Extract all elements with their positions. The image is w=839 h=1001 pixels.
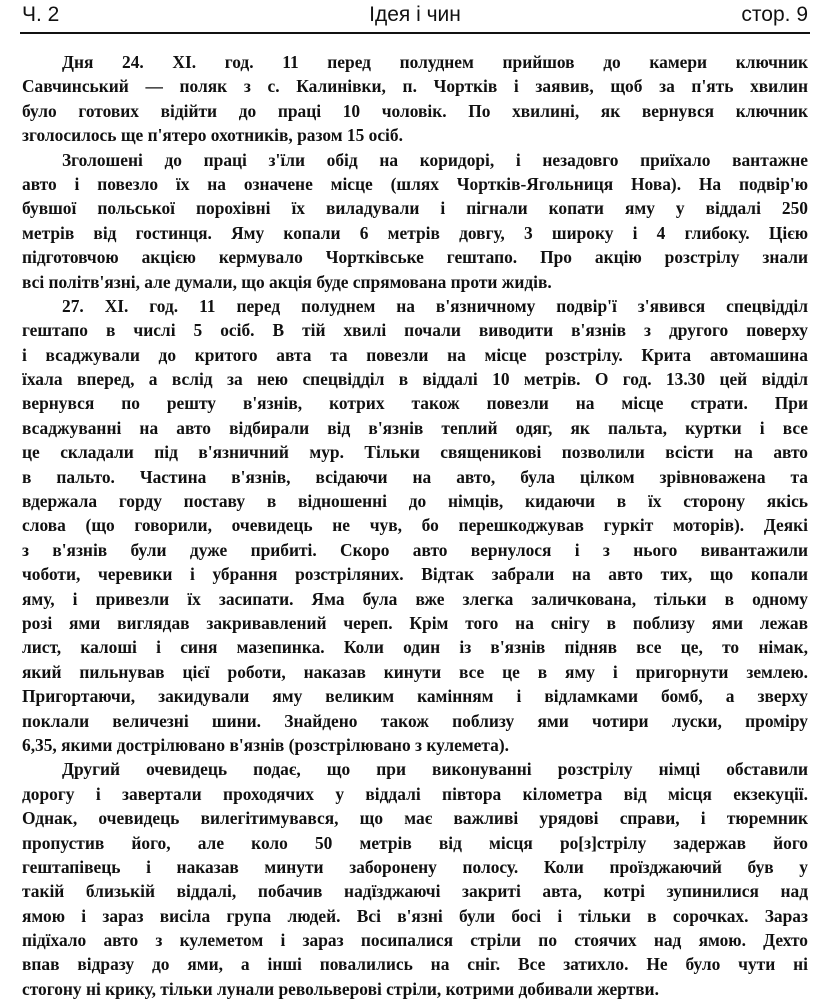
paragraph-4-line: дорогу і завертали проходячих у віддалі півтора кілометра від місця екзекуції. [22,783,808,804]
paragraph-3-line: слова (що говорили, очевидець не чув, бо перешкоджував гуркіт моторів). Деякі [22,515,808,536]
paragraph-3-line: їхала вперед, а вслід за нею спецвідділ в віддалі 10 метрів. О год. 13.30 цей відділ [22,369,808,390]
paragraph-1-line: зголосилось ще п'ятеро охотників, разом 15 осіб. [22,125,403,146]
paragraph-3-line: вдержала горду поставу в відношенні до німців, кидаючи в їх сторону якісь [22,491,808,512]
part-number: Ч. 2 [22,3,60,26]
header-rule [20,32,810,34]
paragraph-2-line: бувшої польської порохівні їх виладували і пігнали копати яму у віддалі 250 [22,198,808,219]
paragraph-2-line: метрів від гостинця. Яму копали 6 метрів довгу, 3 широку і 4 глибоку. Цією [22,222,808,243]
paragraph-2-line: всі політв'язні, але думали, що акція буде спрямована проти жидів. [22,271,552,292]
page-number: стор. 9 [741,3,808,26]
paragraph-3-line: яму, і привезли їх засипати. Яма була вже злегка заличкована, тільки в одному [22,588,808,609]
paragraph-3-line: всаджуванні на авто відбирали від в'язнів теплий одяг, як пальта, куртки і все [22,417,808,438]
paragraph-3-line: 27. XI. год. 11 перед полуднем на в'язничному подвір'ї з'явився спецвідділ [62,295,808,316]
paragraph-4-line: такій близькій віддалі, побачив надїзджаючі закриті авта, котрі зупинилися над [22,881,808,902]
paragraph-4-line: пропустив його, але коло 50 метрів від місця ро[з]стрілу задержав його [22,832,808,853]
paragraph-3-line: який пильнував цієї роботи, наказав кинути все це в яму і пригорнути землею. [22,661,808,682]
paragraph-3-line: вернувся по решту в'язнів, котрих також повезли на місце страти. При [22,393,808,414]
paragraph-3-line: гештапо в числі 5 осіб. В тій хвилі почали виводити в'язнів з другого поверху [22,320,808,341]
page-header [22,0,808,30]
paragraph-4-line: ямою і зараз висіла група людей. Всі в'язні були босі і тільки в сорочках. Зараз [22,905,808,926]
paragraph-1-line: було готових відійти до праці 10 чоловік. По хвилині, як вернувся ключник [22,100,808,121]
paragraph-3-line: поклали величезні шини. Знайдено також поблизу ями чотири луски, проміру [22,710,808,731]
paragraph-4-line: Другий очевидець подає, що при виконуванні розстрілу німці обставили [62,759,808,780]
running-title: Ідея і чин [369,3,461,26]
paragraph-3-line: 6,35, якими дострілювано в'язнів (розстрілювано з кулемета). [22,734,509,755]
paragraph-2-line: Зголошені до праці з'їли обід на коридорі, і незадовго приїхало вантажне [62,149,808,170]
paragraph-3-line: Пригортаючи, закидували яму великим камінням і відламками бомб, а зверху [22,686,808,707]
paragraph-3-line: в пальто. Частина в'язнів, всідаючи на авто, була цілком зрівноважена та [22,466,808,487]
paragraph-1-line: Дня 24. XI. год. 11 перед полуднем прийшов до камери ключник [62,52,808,72]
paragraph-3-line: і всаджували до критого авта та повезли на місце розстрілу. Крита автомашина [22,344,808,365]
paragraph-3-line: чоботи, черевики і убрання розстріляних. Відтак забрали на авто тих, що копали [22,564,808,585]
paragraph-3-line: розі ями виглядав закривавлений череп. Крім того на снігу в поблизу ями лежав [22,612,808,633]
paragraph-3-line: це складали під в'язничний мур. Тільки священикові позволили всісти на авто [22,442,808,463]
paragraph-2-line: авто і повезло їх на означене місце (шлях Чортків-Ягольниця Нова). На подвір'ю [22,173,808,194]
paragraph-4-line: Однак, очевидець вилегітимувався, що має важливі урядові справи, і тюремник [22,808,808,829]
paragraph-3-line: з в'язнів були дуже прибиті. Скоро авто вернулося і з нього вивантажили [22,539,808,560]
paragraph-4-line: гештапівець і наказав минути заборонену полосу. Коли проїзджаючий був у [22,856,808,877]
paragraph-2-line: підготовчою акцією кермувало Чортківське гештапо. Про акцію розстрілу знали [22,247,808,268]
article-body [22,50,808,1001]
paragraph-1-line: Савчинський — поляк з с. Калинівки, п. Чортків і заявив, щоб за п'ять хвилин [22,76,808,97]
paragraph-3-line: лист, калоші і синя мазепинка. Коли один із в'язнів підняв все це, то німак, [22,637,808,658]
paragraph-4-line: стогону ні крику, тільки лунали револьверові стріли, котрими добивали жертви. [22,978,659,999]
paragraph-4-line: підїхало авто з кулеметом і зараз посипалися стріли по стоячих над ямою. Дехто [22,930,808,951]
paragraph-4-line: впав відразу до ями, а інші повалились на сніг. Все затихло. Не було чути ні [22,954,808,975]
